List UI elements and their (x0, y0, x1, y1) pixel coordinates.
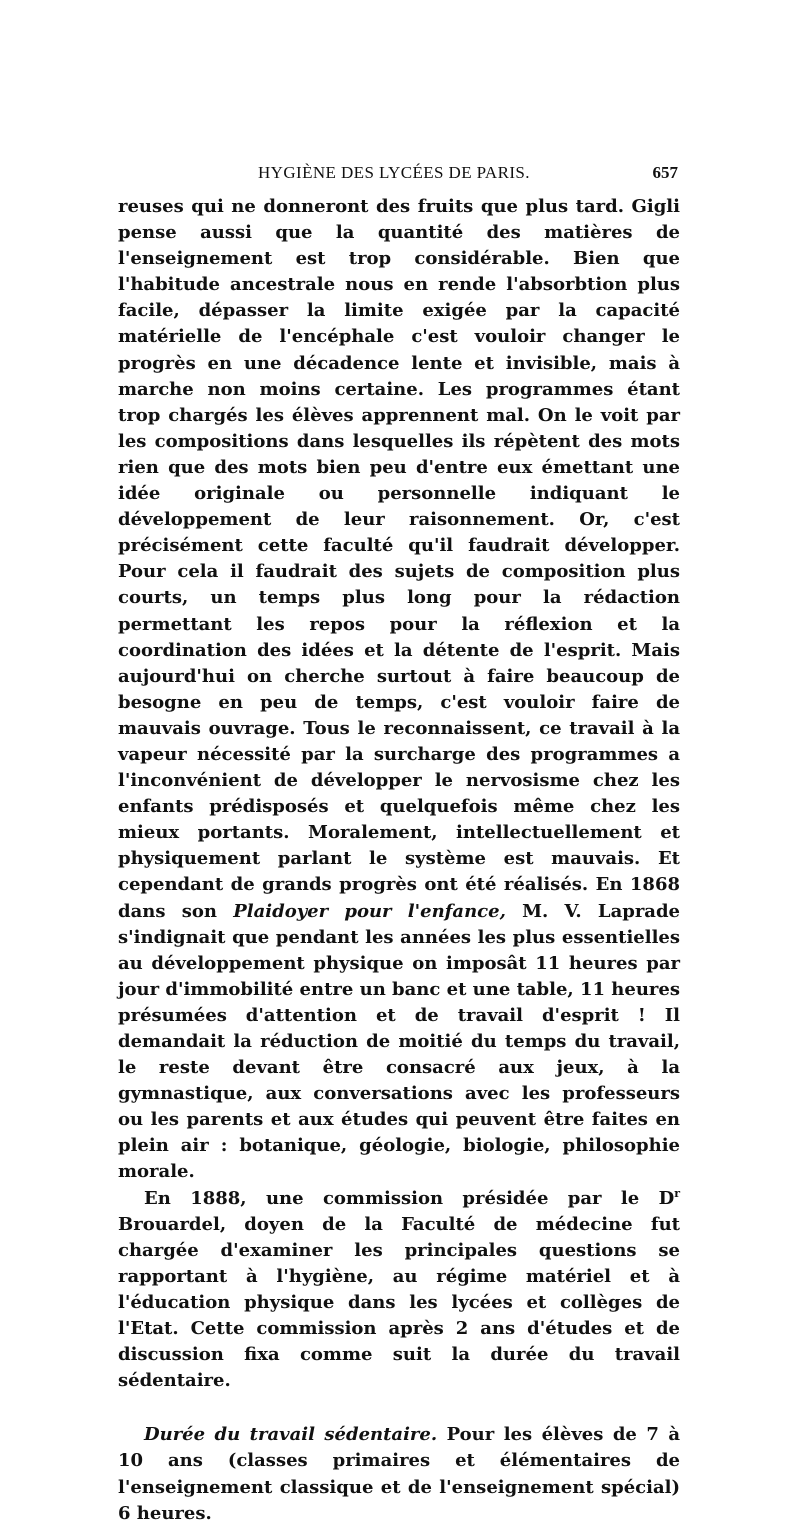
paragraph-spacer (118, 1394, 680, 1422)
running-title: HYGIÈNE DES LYCÉES DE PARIS. (258, 163, 530, 182)
paragraph-1-text-b: M. V. Laprade s'indignait que pendant les années les plus essentielles au développement physique on imposât 11 heures par jour d'immobilité entre un banc et une table, 11 heures présumées d'attention et de travail d'esprit ! Il demandait la réduction de moitié du temps du travail, le reste devant être consacré aux jeux, à la gymnastique, aux conversations avec les professeurs ou les parents et aux études qui peuvent être faites en plein air : botanique, géologie, biologie, philosophie morale. (118, 900, 680, 1183)
body-text (118, 194, 680, 1527)
paragraph-3-text: Pour les élèves de 7 à 10 ans (classes primaires et élémentaires de l'enseignement classique et de l'enseignement spécial) 6 heures. (118, 1424, 680, 1524)
section-lead: Durée du travail sédentaire. (144, 1424, 438, 1446)
paragraph-2 (118, 1186, 680, 1395)
paragraph-1 (118, 194, 680, 1186)
book-title: Plaidoyer pour l'enfance, (233, 900, 506, 922)
paragraph-1-text-a: reuses qui ne donneront des fruits que plus tard. Gigli pense aussi que la quantité des matières de l'enseignement est trop considérable. Bien que l'habitude ancestrale nous en rende l'absorbtion plus facile, dépasser la limite exigée par la capacité matérielle de l'encéphale c'est vouloir changer le progrès en une décadence lente et invisible, mais à marche non moins certaine. Les programmes étant trop chargés les élèves apprennent mal. On le voit par les compositions dans lesquelles ils répètent des mots rien que des mots bien peu d'entre eux émettant une idée originale ou personnelle indiquant le développement de leur raisonnement. Or, c'est précisément cette faculté qu'il faudrait développer. Pour cela il faudrait des sujets de composition plus courts, un temps plus long pour la rédaction permettant les repos pour la réflexion et la coordination des idées et la détente de l'esprit. Mais aujourd'hui on cherche surtout à faire beaucoup de besogne en peu de temps, c'est vouloir faire de mauvais ouvrage. Tous le reconnaissent, ce travail à la vapeur nécessité par la surcharge des programmes a l'inconvénient de développer le nervosisme chez les enfants prédisposés et quelquefois même chez les mieux portants. Moralement, intellectuellement et physiquement parlant le système est mauvais. Et cependant de grands progrès ont été réalisés. En 1868 dans son (118, 196, 680, 922)
paragraph-3 (118, 1422, 680, 1526)
paragraph-2-text-b: Brouardel, doyen de la Faculté de médecine fut chargée d'examiner les principales questions se rapportant à l'hygiène, au régime matériel et à l'éducation physique dans les lycées et collèges de l'Etat. Cette commission après 2 ans d'études et de discussion fixa comme suit la durée du travail sédentaire. (118, 1213, 680, 1392)
page-header (118, 163, 678, 187)
doctor-abbrev-superscript: r (674, 1186, 680, 1200)
paragraph-2-text-a: En 1888, une commission présidée par le D (144, 1187, 675, 1209)
page-number: 657 (652, 163, 678, 182)
